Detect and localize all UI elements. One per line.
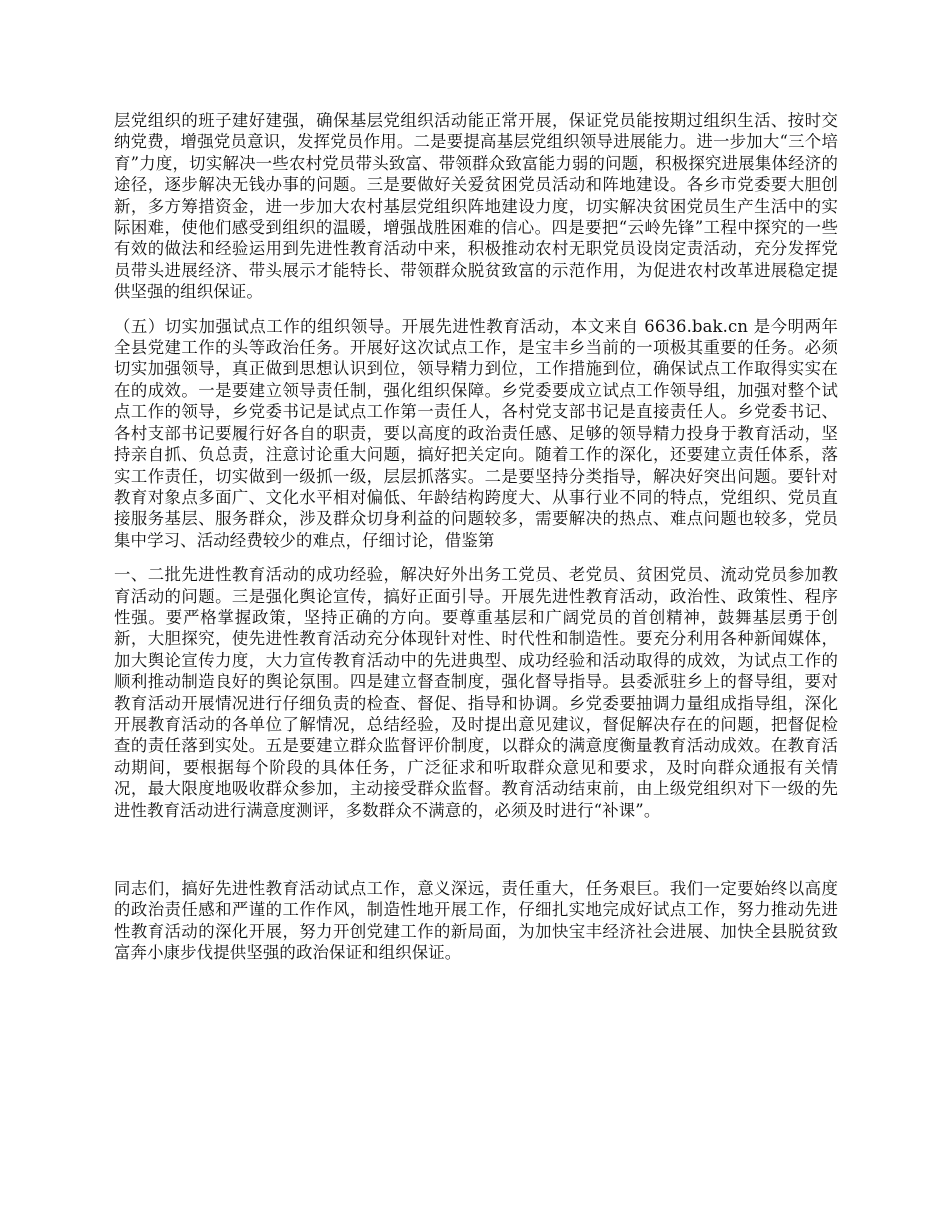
paragraph-education-experience: 一、二批先进性教育活动的成功经验，解决好外出务工党员、老党员、贫困党员、流动党员参加教育活动的问题。三是强化舆论宣传，搞好正面引导。开展先进性教育活动，政治性、政策性、程序性强。要严格掌握政策，坚持正确的方向。要尊重基层和广阔党员的首创精神，鼓舞基层勇于创新，大胆探究，使先进性教育活动充分体现针对性、时代性和制造性。要充分利用各种新闻媒体，加大舆论宣传力度，大力宣传教育活动中的先进典型、成功经验和活动取得的成效，为试点工作的顺利推动制造良好的舆论氛围。四是建立督查制度，强化督导指导。县委派驻乡上的督导组，要对教育活动开展情况进行仔细负责的检查、督促、指导和协调。乡党委要抽调力量组成指导组，深化开展教育活动的各单位了解情况，总结经验，及时提出意见建议，督促解决存在的问题，把督促检查的责任落到实处。五是要建立群众监督评价制度，以群众的满意度衡量教育活动成效。在教育活动期间，要根据每个阶段的具体任务，广泛征求和听取群众意见和要求，及时向群众通报有关情况，最大限度地吸收群众参加，主动接受群众监督。教育活动结束前，由上级党组织对下一级的先进性教育活动进行满意度测评，多数群众不满意的，必须及时进行“补课”。 <box>114 565 838 820</box>
paragraph-pilot-leadership: （五）切实加强试点工作的组织领导。开展先进性教育活动，本文来自 6636.bak.cn 是今明两年全县党建工作的头等政治任务。开展好这次试点工作，是宝丰乡当前的一项极其重要的任务。必须切实加强领导，真正做到思想认识到位，领导精力到位，工作措施到位，确保试点工作取得实实在在的成效。一是要建立领导责任制，强化组织保障。乡党委要成立试点工作领导组，加强对整个试点工作的领导，乡党委书记是试点工作第一责任人，各村党支部书记是直接责任人。乡党委书记、各村支部书记要履行好各自的职责，要以高度的政治责任感、足够的领导精力投身于教育活动，坚持亲自抓、负总责，注意讨论重大问题，搞好把关定向。随着工作的深化，还要建立责任体系，落实工作责任，切实做到一级抓一级，层层抓落实。二是要坚持分类指导，解决好突出问题。要针对教育对象点多面广、文化水平相对偏低、年龄结构跨度大、从事行业不同的特点，党组织、党员直接服务基层、服务群众，涉及群众切身利益的问题较多，需要解决的热点、难点问题也较多，党员集中学习、活动经费较少的难点，仔细讨论，借鉴第 <box>114 316 838 550</box>
paragraph-spacer <box>114 834 838 878</box>
paragraph-closing-remarks: 同志们，搞好先进性教育活动试点工作，意义深远，责任重大，任务艰巨。我们一定要始终以高度的政治责任感和严谨的工作作风，制造性地开展工作，仔细扎实地完成好试点工作，努力推动先进性教育活动的深化开展，努力开创党建工作的新局面，为加快宝丰经济社会进展、加快全县脱贫致富奔小康步伐提供坚强的政治保证和组织保证。 <box>114 879 838 963</box>
paragraph-party-organization-building: 层党组织的班子建好建强，确保基层党组织活动能正常开展，保证党员能按期过组织生活、按时交纳党费，增强党员意识，发挥党员作用。二是要提高基层党组织领导进展能力。进一步加大“三个培育”力度，切实解决一些农村党员带头致富、带领群众致富能力弱的问题，积极探究进展集体经济的途径，逐步解决无钱办事的问题。三是要做好关爱贫困党员活动和阵地建设。各乡市党委要大胆创新，多方筹措资金，进一步加大农村基层党组织阵地建设力度，切实解决贫困党员生产生活中的实际困难，使他们感受到组织的温暖，增强战胜困难的信心。四是要把“云岭先锋”工程中探究的一些有效的做法和经验运用到先进性教育活动中来，积极推动农村无职党员设岗定责活动，充分发挥党员带头进展经济、带头展示才能特长、带领群众脱贫致富的示范作用，为促进农村改革进展稳定提供坚强的组织保证。 <box>114 111 838 302</box>
